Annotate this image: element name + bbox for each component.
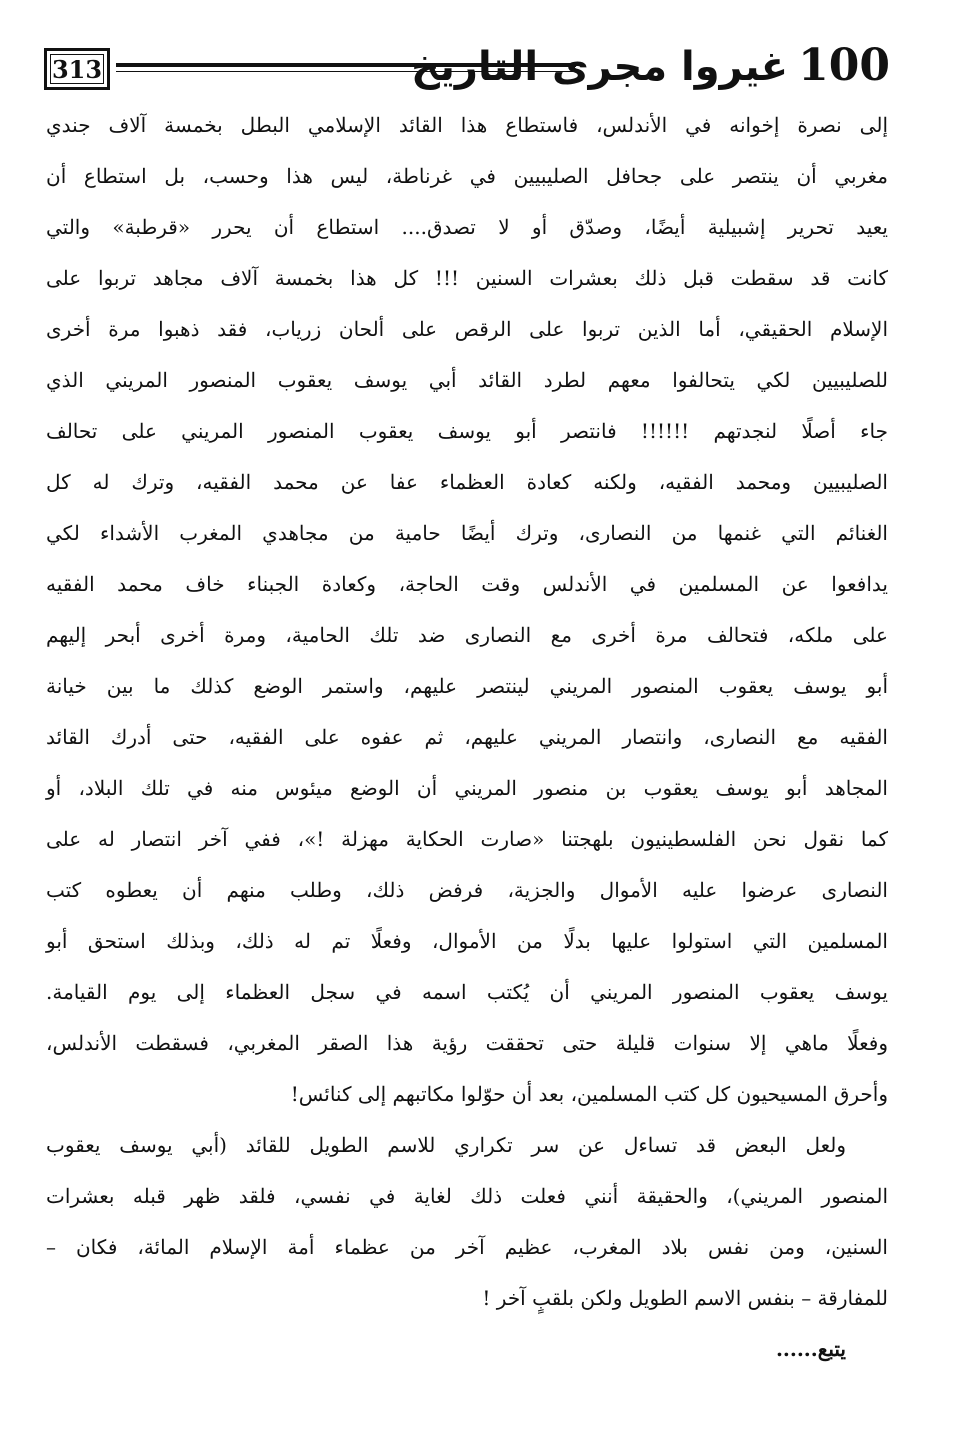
text-line: الغنائم التي غنمها من النصارى، وترك أيضًا حامية من مجاهدي المغرب الأشداء لكي [46, 521, 888, 545]
text-line: كانت قد سقطت قبل ذلك بعشرات السنين !!! كل هذا بخمسة آلاف مجاهد تربوا على [46, 266, 888, 290]
page-number-box [44, 48, 110, 90]
text-line: يعيد تحرير إشبيلية أيضًا، وصدّق أو لا تصدق.... استطاع أن يحرر «قرطبة» والتي [46, 215, 888, 239]
text-line: جاء أصلًا لنجدتهم !!!!!! فانتصر أبو يوسف يعقوب المنصور المريني على تحالف [46, 419, 888, 443]
text-line: المنصور المريني)، والحقيقة أنني فعلت ذلك لغاية في نفسي، فلقد ظهر قبله بعشرات [46, 1184, 888, 1208]
text-line: المجاهد أبو يوسف يعقوب بن منصور المريني أن الوضع ميئوس منه في تلك البلاد، أو [46, 776, 888, 800]
to-be-continued: يتبع...... [775, 1337, 846, 1361]
text-line: الفقيه مع النصارى، وانتصار المريني عليهم، ثم عفوه على الفقيه، حتى أدرك القائد [46, 725, 888, 749]
series-number: 100 [798, 40, 890, 91]
text-line: الصليبيين ومحمد الفقيه، ولكنه كعادة العظماء عفا عن محمد الفقيه، وترك له كل [46, 470, 888, 494]
text-line: يوسف يعقوب المنصور المريني أن يُكتب اسمه في سجل العظماء إلى يوم القيامة. [46, 980, 888, 1004]
text-line: إلى نصرة إخوانه في الأندلس، فاستطاع هذا القائد الإسلامي البطل بخمسة آلاف جندي [46, 113, 888, 137]
series-title-text: غيروا مجرى التاريخ [411, 44, 789, 90]
text-line: السنين، ومن نفس بلاد المغرب، عظيم آخر من عظماء أمة الإسلام المائة، فكان – [46, 1235, 888, 1259]
text-line: وفعلًا ماهي إلا سنوات قليلة حتى تحققت رؤية هذا الصقر المغربي، فسقطت الأندلس، [46, 1031, 888, 1055]
series-title [411, 38, 890, 95]
text-line: النصارى عرضوا عليه الأموال والجزية، فرفض ذلك، وطلب منهم أن يعطوه كتب [46, 878, 888, 902]
text-line: للصليبيين لكي يتحالفوا معهم لطرد القائد أبي يوسف يعقوب المنصور المريني الذي [46, 368, 888, 392]
body-text [46, 100, 888, 1375]
page-header [44, 38, 890, 100]
text-line: على ملكه، فتحالف مرة أخرى مع النصارى ضد تلك الحامية، ومرة أخرى أبحر إليهم [46, 623, 888, 647]
text-line: أبو يوسف يعقوب المنصور المريني لينتصر عليهم، واستمر الوضع كذلك ما بين خيانة [46, 674, 888, 698]
text-line: مغربي أن ينتصر على جحافل الصليبيين في غرناطة، ليس هذا وحسب، بل استطاع أن [46, 164, 888, 188]
text-line: المسلمين التي استولوا عليها بدلًا من الأموال، وفعلًا تم له ذلك، وبذلك استحق أبو [46, 929, 888, 953]
page-number: 313 [51, 54, 103, 84]
text-line: الإسلام الحقيقي، أما الذين تربوا على الرقص على ألحان زرياب، فقد ذهبوا مرة أخرى [46, 317, 888, 341]
text-line: وأحرق المسيحيون كل كتب المسلمين، بعد أن حوّلوا مكاتبهم إلى كنائس! [290, 1082, 888, 1106]
text-line: كما نقول نحن الفلسطينيون بلهجتنا «صارت الحكاية مهزلة !»، ففي آخر انتصار له على [46, 827, 888, 851]
text-line: ولعل البعض قد تساءل عن سر تكراري للاسم الطويل للقائد (أبي يوسف يعقوب [46, 1133, 846, 1157]
text-line: للمفارقة – بنفس الاسم الطويل ولكن بلقبٍ آخر ! [482, 1286, 888, 1310]
text-line: يدافعوا عن المسلمين في الأندلس وقت الحاجة، وكعادة الجبناء خاف محمد الفقيه [46, 572, 888, 596]
